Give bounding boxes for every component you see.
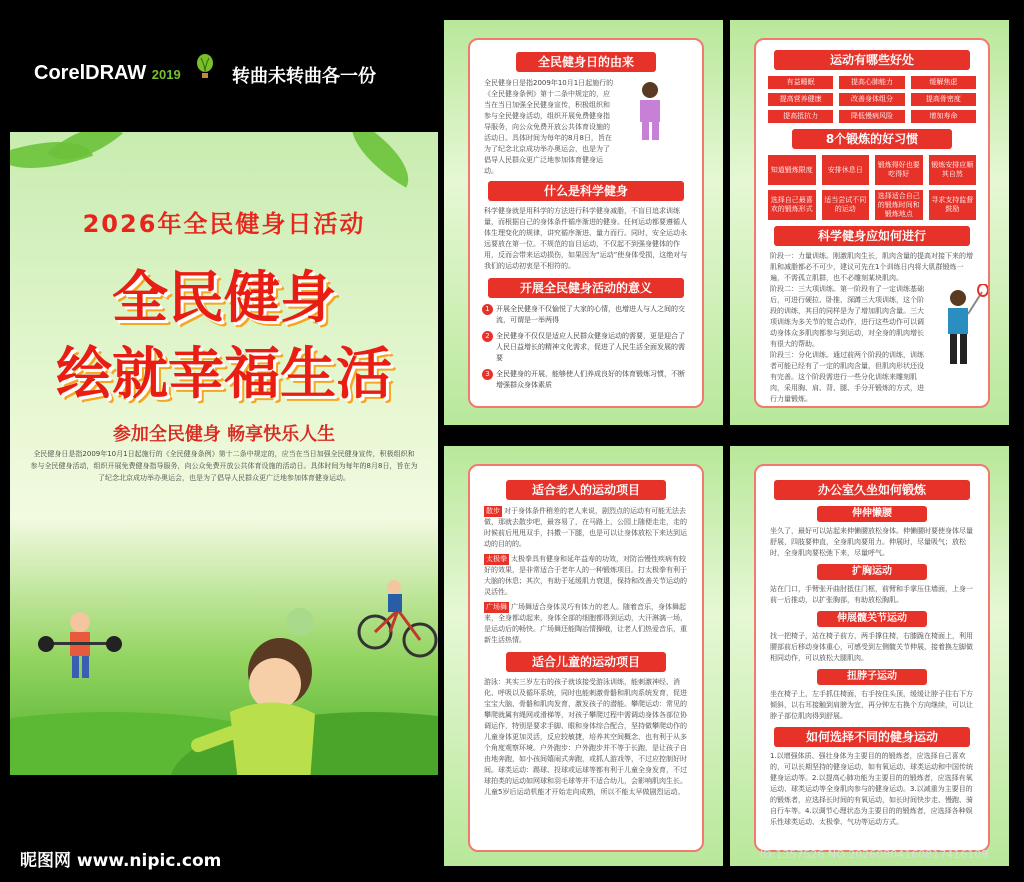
leaf-decoration <box>337 132 423 188</box>
main-title-line1: 全民健身 <box>112 266 336 331</box>
section-title: 如何选择不同的健身运动 <box>774 727 970 747</box>
image-id: ID:1357526 NO:20260804160817416109 <box>760 848 989 861</box>
file-format-note: 转曲未转曲各一份 <box>232 66 376 87</box>
section-text: 坐在椅子上，左手抓住椅面，右手按住头顶，缓缓让脖子往右下方倾斜，以右耳接触到肩膀为宜，再分钟左右换个方向继续，可以让脖子部位肌肉得到舒展。 <box>770 690 973 720</box>
jumping-kid-illustration <box>620 78 680 148</box>
habit-tag: 锻炼安排应顺其自然 <box>929 155 977 185</box>
habit-tag: 适当尝试不同的运动 <box>822 190 870 220</box>
section-title: 科学健身应如何进行 <box>774 226 970 246</box>
section-text: 找一把椅子，站在椅子前方，两手撑住椅，右膝跪在椅面上，利用腰部前后移动身体重心，可感受到左侧髋关节伸展，接着换左脚做相同动作，可以放松大腿肌肉。 <box>770 632 973 662</box>
panel-benefits <box>730 20 1009 425</box>
section-text: 游泳：其实三岁左右的孩子就该接受游泳训练，能刺激神经、消化、呼吸以及循环系统，同时也能刺激骨骼和肌肉系统发育，促进宝宝大脑、骨骼和肌肉发育，激发孩子的潜能。攀爬运动：常见的攀爬就属有绳网或滑梯等，对孩子攀爬过程中需调动身体各部位协调运作，特别是要求手脚、眼和身体综合配合，坚持做攀爬动作的儿童身体更加灵活，反应较敏捷，培养其空间概念，也有利于从多个角度观察环境。户外跑步：户外跑步并不等于长跑，是让孩子自由地奔跑，如小孩间嬉闹式奔跑，或抓人游戏等，不过应控制好时间。球类运动：踢球、投球或运球等都有利于儿童全身发育，不过球拍类的运动如网球和羽毛球等并不适合幼儿，会影响肌肉生长。儿童5岁后运动机能才开始走向成熟，所以不能太早做剧烈运动。 <box>484 678 687 796</box>
coreldraw-logo: CorelDRAW 2019 <box>34 62 181 84</box>
list-item: 2 全民健身不仅仅是适应人民群众健身运动的需要，更是迎合了人民日益增长的精神文化需求，促进了人民生活全面发展的需要 <box>482 331 690 364</box>
illustration-scene <box>10 492 438 775</box>
nipic-watermark: 昵图网 www.nipic.com <box>20 851 222 871</box>
event-year-title: 2026年全民健身日活动 <box>82 210 366 238</box>
cyclist-figure <box>359 580 436 656</box>
section-title: 全民健身日的由来 <box>516 52 656 72</box>
section-title: 适合老人的运动项目 <box>506 480 666 500</box>
section-text: 科学健身就是用科学的方法进行科学健身减脂，不盲目追求训练量，而根据自己的身体条件循序渐进的健身。任何运动都要遵循人体生理变化的规律，讲究循序渐进、量力而行。同时，安全运动永远要放在第一位。不规范的盲目运动，不仅起不到强身健体的作用，反而会带来运动损伤，如果因为“运动”使身体受损，这绝对与我们的运动初衷是不相符的。 <box>484 207 688 270</box>
list-item: 3 全民健身的开展，能够使人们养成良好的体育锻炼习惯，不断增强群众身体素质 <box>482 369 690 391</box>
section-title: 开展全民健身活动的意义 <box>488 278 684 298</box>
section-title: 运动有哪些好处 <box>774 50 970 70</box>
benefit-tag: 提高骨密度 <box>911 93 976 106</box>
habit-tag: 安排休息日 <box>822 155 870 185</box>
list-item: 1 开展全民健身不仅愉悦了大家的心情，也增进人与人之间的交流，可谓是一举两得 <box>482 304 690 326</box>
habit-tag: 选择适合自己的锻炼时间和锻炼地点 <box>875 190 923 220</box>
list-item: 广场舞 广场舞适合身体灵巧有体力的老人。随着音乐，身体舞起来，全身都动起来，身体全部的细胞都得到运动，大汗淋漓一场，是运动后的畅快。广场舞还能陶冶情操哦，让老人们热爱音乐，重新生活热情。 <box>484 603 687 644</box>
content-card <box>468 464 704 852</box>
habit-tag: 知道锻炼限度 <box>768 155 816 185</box>
benefit-tag: 提高心肺能力 <box>839 76 904 89</box>
benefit-tag: 缓解焦虑 <box>911 76 976 89</box>
content-card <box>754 464 990 852</box>
section-text: 站在门口，手臂张开曲肘抵住门框，前臂和手掌压住墙面，上身一前一后推动，以扩张胸部，有助放松胸肌。 <box>770 585 973 604</box>
section-title: 办公室久坐如何锻炼 <box>774 480 970 500</box>
benefit-tag: 降低慢病风险 <box>839 110 904 123</box>
benefit-tag: 改善身体组分 <box>839 93 904 106</box>
section-text: 1.以增强体质、强壮身体为主要目的的锻炼者，应选择自己喜欢的，可以长期坚持的健身运动，如有氧运动、球类运动和中国传统健身运动等。2.以提高心肺功能为主要目的的锻炼者，应选择有氧运动、球类运动等全身肌肉参与的健身运动。3.以减重为主要目的的锻炼者，应选择长时间的有氧运动，如长时间快步走、慢跑、骑自行车等。4.以调节心理状态为主要目的的锻炼者，应选择各种娱乐性球类运动、太极拳、气功等运动方式。 <box>770 752 973 826</box>
panel-age-groups <box>444 446 723 866</box>
main-poster <box>10 132 438 775</box>
content-card <box>468 38 704 408</box>
panel-office-exercise <box>730 446 1009 866</box>
habits-grid <box>756 155 988 220</box>
habit-tag: 选择自己最喜欢的锻炼形式 <box>768 190 816 220</box>
section-text: 全民健身日是指2009年10月1日起施行的《全民健身条例》第十二条中规定的，应当在当日加强全民健身宣传，积极组织和参与全民健身活动，组织开展免费健身指导服务，向公众免费开放公共体育设施的活动日。具体时间为每年的8月8日，旨在为了纪念北京成功举办奥运会，也是为了倡导人民群众更广泛地参加体育健身运动。 <box>484 79 614 175</box>
benefit-tag: 提高营养健康 <box>768 93 833 106</box>
list-item: 太极拳 太极拳具有健身和延年益寿的功效，对防治慢性疾病有较好的效果，是非常适合于老年人的一种锻炼项目。打太极拳有利于大脑的休息；其次，有助于延缓肌力衰退，保持和改善关节运动的灵活性。 <box>484 555 687 596</box>
balloon-icon <box>196 54 214 80</box>
weightlifter-figure <box>38 612 122 678</box>
benefit-tag: 有益睡眠 <box>768 76 833 89</box>
main-subtitle: 参加全民健身 畅享快乐人生 <box>112 424 336 445</box>
tree-decoration <box>286 608 314 636</box>
panel-fitness-day <box>444 20 723 425</box>
list-item: 散步 对于身体条件稍差的老人来说，剧烈点的运动有可能无法去做，那就去散步吧，最容易了，在马路上，公园上随便走走，走的时候前后甩甩双手，抖擞一下腿，也是可以让身体放松下来达到运动的目的的。 <box>484 507 687 548</box>
content-card <box>754 38 990 408</box>
benefit-tag: 增加寿命 <box>911 110 976 123</box>
main-description: 全民健身日是指2009年10月1日起施行的《全民健身条例》第十二条中规定的，应当在当日加强全民健身宣传，积极组织和参与全民健身活动，组织开展免费健身指导服务，向公众免费开放公共体育设施的活动日。具体时间为每年的8月8日，旨在为了纪念北京成功举办奥运会，也是为了倡导人民群众更广泛地参加体育健身运动。 <box>30 450 418 482</box>
section-title: 适合儿童的运动项目 <box>506 652 666 672</box>
leaf-decoration <box>47 132 122 179</box>
subsection-title: 伸伸懒腰 <box>817 506 927 522</box>
subsection-title: 扭脖子运动 <box>817 669 927 685</box>
section-title: 什么是科学健身 <box>488 181 684 201</box>
subsection-title: 伸展髋关节运动 <box>817 611 927 627</box>
section-text: 阶段三：分化训练。通过前两个阶段的训练，训练者可能已经有了一定的肌肉含量，但肌肉形状还没有完善。这个阶段需进行一些分化训练来雕刻肌肉，采用胸、肩、背、腿、手分开锻炼的方式，进行力量锻炼。 <box>770 351 924 403</box>
badminton-player-illustration <box>928 284 988 394</box>
section-text: 阶段二：三大项训练。第一阶段有了一定训练基础后，可进行硬拉、卧推、深蹲三大项训练，这个阶段的训练，其目的同样是为了增加肌肉含量。三大项训练为多关节的复合动作，进行这些动作可以调动身体众多肌肉都参与到运动，对全身的肌肉增长有很大的帮助。 <box>770 285 924 348</box>
main-title-line2: 绘就幸福生活 <box>56 342 392 407</box>
subsection-title: 扩胸运动 <box>817 564 927 580</box>
habit-tag: 锻炼得好也要吃得好 <box>875 155 923 185</box>
habit-tag: 寻求支持监督鼓励 <box>929 190 977 220</box>
benefits-grid <box>756 76 988 123</box>
section-title: 8个锻炼的好习惯 <box>792 129 952 149</box>
header-bar <box>0 52 430 100</box>
benefit-tag: 提高抵抗力 <box>768 110 833 123</box>
section-text: 坐久了，最好可以站起来伸懒腰放松身体。伸懒腰时要使身体尽量舒展，四肢要伸直，全身肌肉要用力。伸展时，尽量吸气；放松时，全身肌肉要松弛下来，尽量呼气。 <box>770 527 973 557</box>
section-text: 阶段一：力量训练。刚激肌肉生长，肌肉含量的提高对接下来的增肌和减脂都必不可少，建议可先在1个训练日内将大肌群锻炼一遍，不需孤立肌群，也不必雕刻某块肌肉。 <box>770 252 973 282</box>
